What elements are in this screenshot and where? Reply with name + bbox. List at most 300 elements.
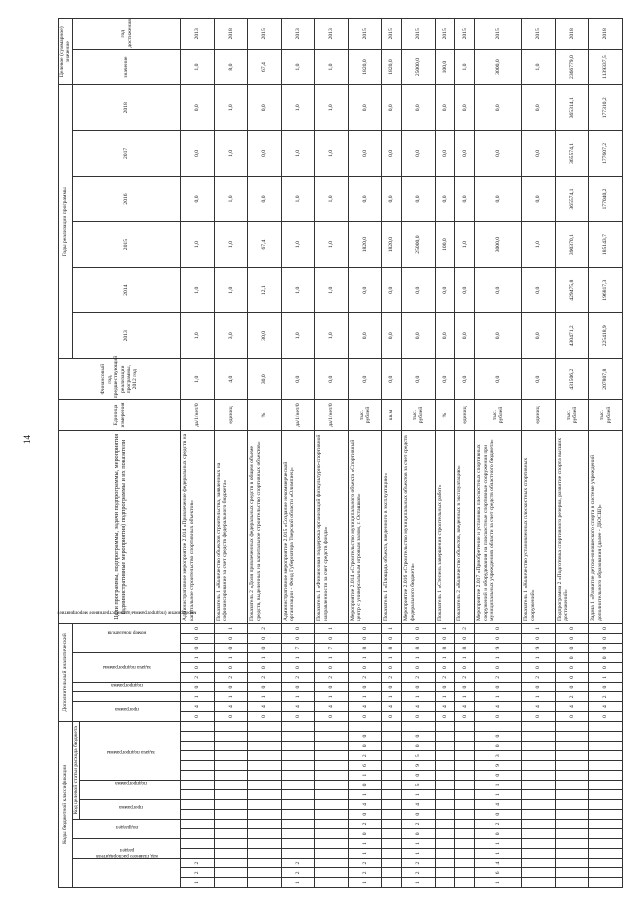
- row-description: Мероприятие 2.017 «Приобретение и установка плоскостных спортивных сооружений и оборудования на плоскостные спортивные сооружения при муниципальных учреждениях области за счет средств областного бюджета»: [475, 430, 522, 623]
- code-digit: 0: [181, 682, 214, 692]
- code-digit: [589, 809, 623, 819]
- row-year-value: 0,0: [348, 267, 381, 313]
- code-digit: 2: [475, 672, 522, 682]
- code-digit: 4: [348, 702, 381, 712]
- code-digit: [281, 731, 314, 741]
- code-digit: 0: [589, 623, 623, 633]
- subsection-header: подраздел: [72, 819, 180, 839]
- row-prev-year-value: 431506,2: [555, 359, 588, 400]
- code-digit: [455, 721, 475, 731]
- code-digit: [589, 858, 623, 868]
- code-digit: 1: [402, 839, 435, 849]
- code-digit: 1: [348, 692, 381, 702]
- code-digit: 8: [435, 643, 455, 653]
- code-digit: 0: [281, 682, 314, 692]
- code-digit: 1: [522, 623, 555, 633]
- code-digit: 2: [435, 672, 455, 682]
- row-unit: тыс. рублей: [402, 400, 435, 430]
- code-digit: [455, 878, 475, 888]
- code-digit: 0: [475, 809, 522, 819]
- code-digit: 4: [181, 702, 214, 712]
- code-digit: 0: [214, 643, 247, 653]
- code-digit: [214, 829, 247, 839]
- code-digit: [455, 751, 475, 761]
- code-digit: [455, 809, 475, 819]
- row-year-value: 0,0: [348, 131, 381, 177]
- row-year-value: 0,0: [435, 85, 455, 131]
- row-year-value: 1,0: [281, 85, 314, 131]
- code-digit: 4: [402, 800, 435, 810]
- code-digit: 0: [589, 712, 623, 722]
- code-digit: [382, 761, 402, 771]
- code-digit: [281, 819, 314, 829]
- code-digit: 0: [348, 682, 381, 692]
- code-digit: 0: [181, 712, 214, 722]
- code-digit: [315, 878, 348, 888]
- code-digit: [281, 848, 314, 858]
- code-digit: [248, 868, 281, 878]
- code-digit: [248, 800, 281, 810]
- code-digit: [181, 800, 214, 810]
- code-digit: 2: [348, 868, 381, 878]
- code-digit: [555, 868, 588, 878]
- row-year-value: 1,0: [281, 267, 314, 313]
- code-digit: [315, 839, 348, 849]
- code-digit: [522, 819, 555, 829]
- code-digit: [455, 848, 475, 858]
- main-manager-code-header: код главного распорядителя: [72, 858, 180, 887]
- row-year-value: 0,0: [348, 313, 381, 359]
- code-digit: 0: [522, 633, 555, 643]
- row-year-value: 365314,1: [555, 85, 588, 131]
- row-year-value: 1,0: [214, 131, 247, 177]
- code-digit: 1: [475, 692, 522, 702]
- code-digit: 9: [402, 761, 435, 771]
- subprogram-header: подпрограмма: [72, 692, 180, 702]
- row-year-value: 0,0: [248, 176, 281, 222]
- code-digit: [315, 731, 348, 741]
- code-digit: [522, 721, 555, 731]
- code-digit: 8: [455, 643, 475, 653]
- code-digit: [522, 878, 555, 888]
- code-digit: [315, 819, 348, 829]
- row-year-value: 1,0: [281, 176, 314, 222]
- code-digit: [522, 770, 555, 780]
- code-digit: 2: [455, 672, 475, 682]
- code-digit: 4: [214, 702, 247, 712]
- code-digit: 1: [382, 692, 402, 702]
- code-digit: 4: [589, 702, 623, 712]
- code-digit: [522, 751, 555, 761]
- row-year-value: 0,0: [382, 131, 402, 177]
- code-digit: 1: [348, 770, 381, 780]
- row-target-year: 2018: [214, 19, 247, 50]
- code-digit: [435, 839, 455, 849]
- row-year-value: 177310,2: [589, 85, 623, 131]
- code-digit: [589, 848, 623, 858]
- row-year-value: 0,0: [435, 267, 455, 313]
- code-digit: [589, 721, 623, 731]
- row-year-value: 0,0: [455, 85, 475, 131]
- row-target-value: 1,0: [281, 49, 314, 85]
- code-digit: 1: [281, 878, 314, 888]
- code-digit: 0: [281, 633, 314, 643]
- code-digit: [315, 809, 348, 819]
- code-digit: [281, 761, 314, 771]
- code-digit: [382, 848, 402, 858]
- row-unit: да/1/нет/0: [181, 400, 214, 430]
- code-digit: 0: [455, 633, 475, 643]
- code-digit: [589, 829, 623, 839]
- code-digit: 2: [402, 868, 435, 878]
- code-digit: 0: [214, 633, 247, 643]
- code-digit: [435, 721, 455, 731]
- code-digit: 4: [522, 702, 555, 712]
- year-2016-header: 2016: [72, 176, 180, 222]
- code-digit: 2: [475, 819, 522, 829]
- code-digit: [214, 761, 247, 771]
- code-digit: 0: [402, 633, 435, 643]
- code-digit: [522, 829, 555, 839]
- code-digit: 0: [455, 682, 475, 692]
- row-description: Показатель 1 «Финансовая поддержка организаций физкультурно-спортивной направленности за счет средств фонда»: [315, 430, 348, 623]
- code-digit: 1: [402, 878, 435, 888]
- code-digit: [589, 770, 623, 780]
- row-year-value: 0,0: [181, 131, 214, 177]
- row-description: Показатель 2 «Количество объектов, введенных в эксплуатацию»: [455, 430, 475, 623]
- row-year-value: 1820,0: [382, 222, 402, 268]
- row-prev-year-value: 0,0: [522, 359, 555, 400]
- row-target-year: 2013: [281, 19, 314, 50]
- code-digit: [315, 780, 348, 790]
- code-digit: 0: [402, 731, 435, 741]
- code-digit: [248, 829, 281, 839]
- code-digit: 0: [475, 712, 522, 722]
- row-year-value: 429475,8: [555, 267, 588, 313]
- code-digit: 1: [382, 653, 402, 663]
- code-digit: 0: [402, 770, 435, 780]
- indicator-no-header: номер показателя: [72, 623, 180, 652]
- code-digit: [248, 731, 281, 741]
- code-digit: 1: [475, 790, 522, 800]
- code-digit: [214, 800, 247, 810]
- code-digit: [589, 761, 623, 771]
- row-description: Показатель 1 «Площадь объекта, введенного в эксплуатацию»: [382, 430, 402, 623]
- code-digit: 0: [348, 712, 381, 722]
- code-digit: 9: [475, 643, 522, 653]
- code-digit: [248, 790, 281, 800]
- code-digit: 2: [348, 819, 381, 829]
- page-number: 14: [22, 435, 32, 444]
- code-digit: [214, 839, 247, 849]
- row-year-value: 1,0: [281, 313, 314, 359]
- row-year-value: 0,0: [475, 267, 522, 313]
- target-direction-header: задача подпрограммы: [72, 682, 180, 692]
- row-year-value: 0,0: [402, 131, 435, 177]
- year-2013-header: 2013: [72, 313, 180, 359]
- code-digit: 0: [181, 623, 214, 633]
- row-year-value: 0,0: [522, 85, 555, 131]
- code-digit: [522, 839, 555, 849]
- code-digit: 2: [402, 672, 435, 682]
- code-digit: 1: [181, 692, 214, 702]
- code-digit: 1: [402, 790, 435, 800]
- code-digit: 0: [348, 731, 381, 741]
- table-row: [214, 19, 247, 888]
- code-digit: [522, 731, 555, 741]
- table-row: [475, 19, 522, 888]
- code-digit: 1: [281, 692, 314, 702]
- row-year-value: 1,0: [315, 313, 348, 359]
- code-digit: [281, 829, 314, 839]
- row-year-value: 365574,1: [555, 176, 588, 222]
- table-row: [455, 19, 475, 888]
- code-digit: 4: [248, 702, 281, 712]
- row-year-value: 365574,1: [555, 131, 588, 177]
- code-digit: 0: [402, 712, 435, 722]
- row-description: Показатель 1 «Количество объектов строительства, заявленных на софинансирование за счет средств федерального бюджета»: [214, 430, 247, 623]
- code-digit: 7: [315, 643, 348, 653]
- code-digit: [455, 731, 475, 741]
- code-digit: [281, 751, 314, 761]
- code-digit: 2: [181, 672, 214, 682]
- code-digit: 0: [455, 663, 475, 673]
- row-target-year: 2015: [475, 19, 522, 50]
- code-digit: 1: [455, 653, 475, 663]
- row-prev-year-value: 0,0: [315, 359, 348, 400]
- row-target-value: 1139337,5: [589, 49, 623, 85]
- code-digit: 1: [348, 839, 381, 849]
- code-digit: 0: [315, 663, 348, 673]
- code-digit: 1: [248, 653, 281, 663]
- code-digit: [315, 800, 348, 810]
- code-digit: 0: [589, 682, 623, 692]
- code-digit: 0: [475, 682, 522, 692]
- row-description: Показатель 1 «Степень завершения строительных работ»: [435, 430, 455, 623]
- row-target-year: 2015: [455, 19, 475, 50]
- code-digit: 0: [181, 663, 214, 673]
- code-digit: 0: [522, 663, 555, 673]
- code-digit: [522, 868, 555, 878]
- code-digit: [281, 741, 314, 751]
- row-prev-year-value: 4,0: [214, 359, 247, 400]
- row-year-value: 1,0: [214, 267, 247, 313]
- code-digit: 0: [435, 712, 455, 722]
- code-digit: 2: [589, 692, 623, 702]
- row-year-value: 12,1: [248, 267, 281, 313]
- code-digit: 2: [281, 672, 314, 682]
- row-year-value: 0,0: [382, 176, 402, 222]
- code-digit: [455, 790, 475, 800]
- code-digit: [455, 868, 475, 878]
- code-digit: [281, 780, 314, 790]
- row-prev-year-value: 0,0: [455, 359, 475, 400]
- code-digit: [435, 829, 455, 839]
- row-unit: тыс. рублей: [589, 400, 623, 430]
- code-digit: 2: [248, 672, 281, 682]
- code-digit: [181, 761, 214, 771]
- code-digit: 0: [248, 663, 281, 673]
- code-digit: 4: [435, 702, 455, 712]
- code-digit: [555, 721, 588, 731]
- row-target-year: 2013: [315, 19, 348, 50]
- row-year-value: 0,0: [382, 85, 402, 131]
- code-digit: [281, 839, 314, 849]
- row-unit: %: [435, 400, 455, 430]
- code-digit: 1: [402, 653, 435, 663]
- code-digit: [435, 819, 455, 829]
- goal-column-header: Цели программы, подпрограммы, задачи подпрограммы, мероприятия (административные мероприятия) подпрограммы и их показатели: [59, 430, 181, 623]
- code-digit: 3: [475, 751, 522, 761]
- code-digit: 0: [348, 623, 381, 633]
- code-digit: [455, 770, 475, 780]
- event-header: мероприятие (подпрограммы/административное мероприятие): [72, 653, 180, 682]
- row-prev-year-value: 0,0: [435, 359, 455, 400]
- row-target-year: 2015: [348, 19, 381, 50]
- row-description: Мероприятие 2.014 «Строительство муниципального объекта «Спортивный центр с универсальным игровым залом, г. Осташков»: [348, 430, 381, 623]
- row-target-value: 1820,0: [382, 49, 402, 85]
- code-digit: 1: [382, 623, 402, 633]
- code-digit: 1: [348, 790, 381, 800]
- row-description: Задача 1 «Развитие детско-юношеского спорта в системе учреждений дополнительного образования (далее - ДЮСШ)»: [589, 430, 623, 623]
- code-digit: [181, 780, 214, 790]
- code-digit: [315, 751, 348, 761]
- code-digit: 4: [281, 702, 314, 712]
- row-unit: тыс. рублей: [555, 400, 588, 430]
- row-year-value: 0,0: [348, 85, 381, 131]
- additional-codes-header: Дополнительный аналитический: [59, 623, 73, 721]
- row-year-value: 0,0: [382, 313, 402, 359]
- row-target-year: 2015: [382, 19, 402, 50]
- row-target-value: 1820,0: [348, 49, 381, 85]
- code-digit: [455, 800, 475, 810]
- code-digit: 0: [402, 663, 435, 673]
- row-target-value: 1,0: [315, 49, 348, 85]
- code-digit: 1: [214, 653, 247, 663]
- code-digit: 2: [455, 623, 475, 633]
- code-digit: 1: [475, 878, 522, 888]
- row-year-value: 225418,9: [589, 313, 623, 359]
- code-digit: 1: [248, 692, 281, 702]
- code-digit: 1: [281, 653, 314, 663]
- row-prev-year-value: 0,0: [382, 359, 402, 400]
- code-digit: [181, 829, 214, 839]
- code-digit: [522, 761, 555, 771]
- code-digit: 0: [348, 741, 381, 751]
- code-digit: [382, 868, 402, 878]
- code-digit: 0: [402, 682, 435, 692]
- code-digit: 1: [475, 839, 522, 849]
- code-digit: [382, 839, 402, 849]
- row-year-value: 0,0: [455, 131, 475, 177]
- code-digit: [555, 761, 588, 771]
- code-digit: 0: [522, 712, 555, 722]
- row-description: Показатель 1 «Количество установленных плоскостных спортивных сооружений»: [522, 430, 555, 623]
- code-digit: [435, 848, 455, 858]
- table-row: [402, 19, 435, 888]
- code-digit: 0: [382, 682, 402, 692]
- row-prev-year-value: 0,0: [402, 359, 435, 400]
- row-unit: единиц: [214, 400, 247, 430]
- code-digit: [382, 751, 402, 761]
- row-unit: кв.м: [382, 400, 402, 430]
- expense-article-header: Код целевой статьи расхода бюджета: [72, 721, 79, 819]
- code-digit: 1: [315, 623, 348, 633]
- row-year-value: 1,0: [214, 176, 247, 222]
- code-digit: [315, 721, 348, 731]
- row-prev-year-value: 0,0: [348, 359, 381, 400]
- code-digit: 0: [281, 623, 314, 633]
- code-digit: [248, 878, 281, 888]
- code-digit: 2: [348, 751, 381, 761]
- code-digit: 2: [315, 672, 348, 682]
- code-digit: 0: [589, 663, 623, 673]
- code-digit: 0: [402, 623, 435, 633]
- code-digit: [281, 721, 314, 731]
- code-digit: [555, 770, 588, 780]
- code-digit: [315, 829, 348, 839]
- code-digit: 9: [475, 761, 522, 771]
- code-digit: [522, 741, 555, 751]
- program-code-header: программа: [80, 800, 181, 820]
- code-digit: 1: [181, 653, 214, 663]
- code-digit: 0: [435, 633, 455, 643]
- code-digit: [522, 800, 555, 810]
- code-digit: 0: [348, 829, 381, 839]
- code-digit: 1: [348, 848, 381, 858]
- code-digit: 1: [214, 692, 247, 702]
- code-digit: [589, 780, 623, 790]
- years-header: Годы реализации программы: [59, 85, 73, 359]
- row-target-value: 67,4: [248, 49, 281, 85]
- code-digit: 4: [475, 800, 522, 810]
- table-row: [348, 19, 381, 888]
- code-digit: [555, 800, 588, 810]
- row-target-value: 1,0: [522, 49, 555, 85]
- table-row: [522, 19, 555, 888]
- row-year-value: 3000,0: [475, 222, 522, 268]
- code-digit: 4: [315, 702, 348, 712]
- code-digit: 0: [555, 653, 588, 663]
- code-digit: [589, 800, 623, 810]
- target-year-header: год достижения: [72, 19, 180, 50]
- row-target-year: 2015: [522, 19, 555, 50]
- row-year-value: 430471,2: [555, 313, 588, 359]
- code-digit: 1: [435, 623, 455, 633]
- code-digit: 1: [522, 692, 555, 702]
- row-year-value: 1,0: [455, 222, 475, 268]
- row-description: Показатель 2 «Доля привлеченных федеральных средств в общем объеме средств, выделенных на капитальное строительство спортивных объектов»: [248, 430, 281, 623]
- code-digit: 0: [475, 770, 522, 780]
- code-digit: 0: [214, 663, 247, 673]
- code-digit: [402, 721, 435, 731]
- code-digit: 7: [281, 643, 314, 653]
- row-year-value: 30,0: [248, 313, 281, 359]
- code-digit: 0: [455, 712, 475, 722]
- code-digit: 0: [589, 653, 623, 663]
- code-digit: [315, 770, 348, 780]
- row-unit: тыс. рублей: [348, 400, 381, 430]
- code-digit: [181, 741, 214, 751]
- row-year-value: 0,0: [435, 176, 455, 222]
- code-digit: 1: [214, 623, 247, 633]
- code-digit: [181, 721, 214, 731]
- code-digit: 4: [475, 858, 522, 868]
- code-digit: [214, 741, 247, 751]
- code-digit: 0: [555, 633, 588, 643]
- code-digit: 2: [281, 868, 314, 878]
- code-digit: 0: [348, 780, 381, 790]
